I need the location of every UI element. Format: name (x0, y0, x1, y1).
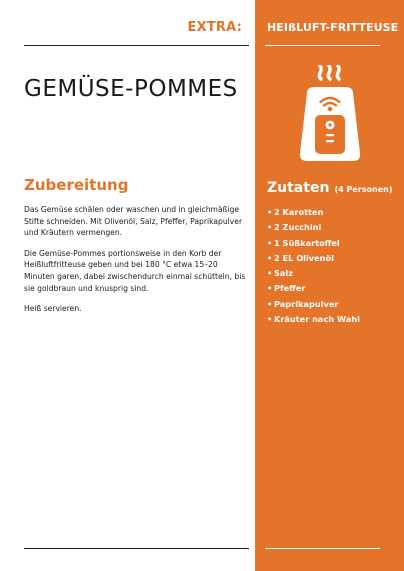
air-fryer-icon (285, 65, 375, 165)
bullet-icon: • (267, 268, 273, 279)
ingredient-label: Paprikapulver (274, 298, 339, 309)
bottom-divider-left (24, 548, 249, 549)
ingredient-label: 2 Karotten (274, 207, 324, 217)
ingredient-label: 1 Süßkartoffel (274, 237, 340, 248)
ingredient-item (267, 266, 360, 281)
ingredient-item (267, 297, 360, 312)
ingredient-label: Kräuter nach Wahl (274, 314, 360, 325)
ingredients-servings: (4 Personen) (334, 185, 393, 194)
preparation-text (24, 204, 249, 324)
ingredient-item (267, 236, 360, 251)
ingredient-label: Pfeffer (274, 283, 306, 294)
preparation-paragraph: Heiß servieren. (24, 304, 82, 314)
ingredients-heading-label: Zutaten (267, 180, 330, 196)
ingredient-label: 2 Zucchini (274, 222, 322, 233)
preparation-paragraph: Die Gemüse-Pommes portionsweise in den Korb der Heißluftfritteuse geben und bei 180 °C etwa 15–20 Minuten garen, dabei zwischendurch einmal schütteln, bis sie goldbraun und knusprig sind. (24, 248, 246, 293)
bullet-icon: • (267, 314, 273, 325)
ingredient-item (267, 281, 360, 296)
ingredients-list (267, 205, 360, 327)
ingredient-item (267, 205, 360, 220)
bullet-icon: • (267, 283, 273, 294)
recipe-title: GEMÜSE-POMMES (24, 76, 238, 102)
top-divider-left (24, 45, 249, 46)
bullet-icon: • (267, 237, 273, 248)
top-divider-right (265, 45, 380, 46)
category-label: HEIßLUFT-FRITTEUSE (267, 21, 399, 34)
bottom-divider-right (265, 548, 380, 549)
preparation-heading: Zubereitung (24, 176, 129, 194)
ingredient-item (267, 312, 360, 327)
bullet-icon: • (267, 252, 273, 263)
bullet-icon: • (267, 222, 273, 233)
extra-label: EXTRA: (187, 20, 242, 35)
ingredient-item (267, 220, 360, 235)
preparation-paragraph: Das Gemüse schälen oder waschen und in gleichmäßige Stifte schneiden. Mit Olivenöl, Salz, Pfeffer, Paprikapulver und Kräutern vermengen. (24, 205, 243, 238)
ingredient-label: 2 EL Olivenöl (274, 252, 334, 263)
bullet-icon: • (267, 207, 273, 217)
ingredient-label: Salz (274, 268, 293, 279)
bullet-icon: • (267, 298, 273, 309)
ingredients-heading (267, 177, 393, 196)
ingredient-item (267, 251, 360, 266)
